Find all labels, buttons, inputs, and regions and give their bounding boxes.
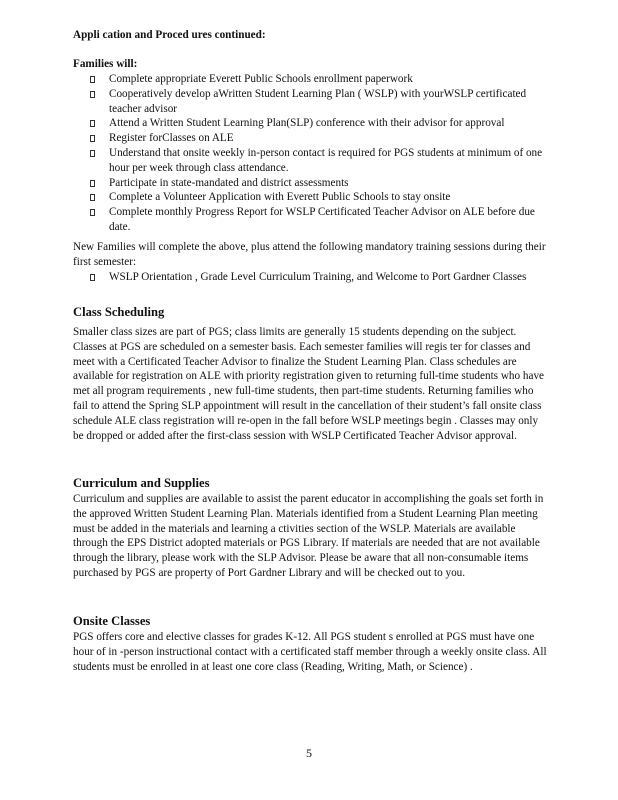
new-families-list (90, 270, 550, 285)
list-item: Cooperatively develop aWritten Student Learning Plan ( WSLP) with yourWSLP certificated teacher advisor (90, 87, 550, 117)
bullet-icon (90, 135, 95, 142)
section-heading-onsite-classes: Onsite Classes (73, 614, 151, 628)
bullet-icon (90, 274, 95, 281)
families-list (90, 72, 550, 235)
bullet-icon (90, 120, 95, 127)
list-item: Attend a Written Student Learning Plan(SLP) conference with their advisor for approval (90, 116, 550, 131)
section-body-onsite-classes: PGS offers core and elective classes for grades K-12. All PGS student s enrolled at PGS must have one hour of in -person instructional contact with a certificated staff member through a weekly onsite class. All students must be enrolled in at least one core class (Reading, Writing, Math, or Science) . (73, 631, 547, 673)
list-item: Participate in state-mandated and district assessments (90, 176, 550, 191)
list-item: Complete a Volunteer Application with Everett Public Schools to stay onsite (90, 190, 550, 205)
list-item: Complete appropriate Everett Public Schools enrollment paperwork (90, 72, 550, 87)
bullet-icon (90, 150, 95, 157)
section-heading-class-scheduling: Class Scheduling (73, 305, 165, 319)
new-families-text: New Families will complete the above, plus attend the following mandatory training sessions during their first semester: (73, 241, 546, 268)
families-label: Families will: (73, 58, 138, 70)
section-body-curriculum-supplies: Curriculum and supplies are available to assist the parent educator in accomplishing the goals set forth in the approved Written Student Learning Plan. Materials identified from a Student Learning Plan meeting must be added in the materials and learning a ctivities section of the WSLP. Materials are available through the EPS District adopted materials or PGS Library. If materials are needed that are not available through the library, please work with the SLP Advisor. Please be aware that all non-consumable items purchased by PGS are property of Port Gardner Library and will be checked out to you. (73, 493, 544, 579)
bullet-icon (90, 209, 95, 216)
bullet-icon (90, 76, 95, 83)
page-number: 5 (306, 746, 312, 760)
list-item: Understand that onsite weekly in-person contact is required for PGS students at minimum of one hour per week through class attendance. (90, 146, 550, 176)
section-heading-curriculum-supplies: Curriculum and Supplies (73, 476, 210, 490)
bullet-icon (90, 180, 95, 187)
section-body-class-scheduling: Smaller class sizes are part of PGS; class limits are generally 15 students depending on the subject. Classes at PGS are scheduled on a semester basis. Each semester families will regis ter for classes and meet with a Certificated Teacher Advisor to finalize the Student Learning Plan. Class schedules are available for registration on ALE with priority registration given to returning full-time students who have met all program requirements , new full-time students, then part-time students. Returning families who fail to attend the Spring SLP appointment will result in the cancellation of their student’s fall onsite class schedule ALE class registration will re-open in the fall before WSLP meetings begin . Classes may only be dropped or added after the first-class session with WSLP Certificated Teacher Advisor approval. (73, 326, 545, 442)
list-item: WSLP Orientation , Grade Level Curriculum Training, and Welcome to Port Gardner Classes (90, 270, 550, 285)
list-item: Register forClasses on ALE (90, 131, 550, 146)
page-header: Appli cation and Proced ures continued: (73, 29, 266, 41)
bullet-icon (90, 194, 95, 201)
bullet-icon (90, 91, 95, 98)
list-item: Complete monthly Progress Report for WSLP Certificated Teacher Advisor on ALE before due date. (90, 205, 550, 235)
